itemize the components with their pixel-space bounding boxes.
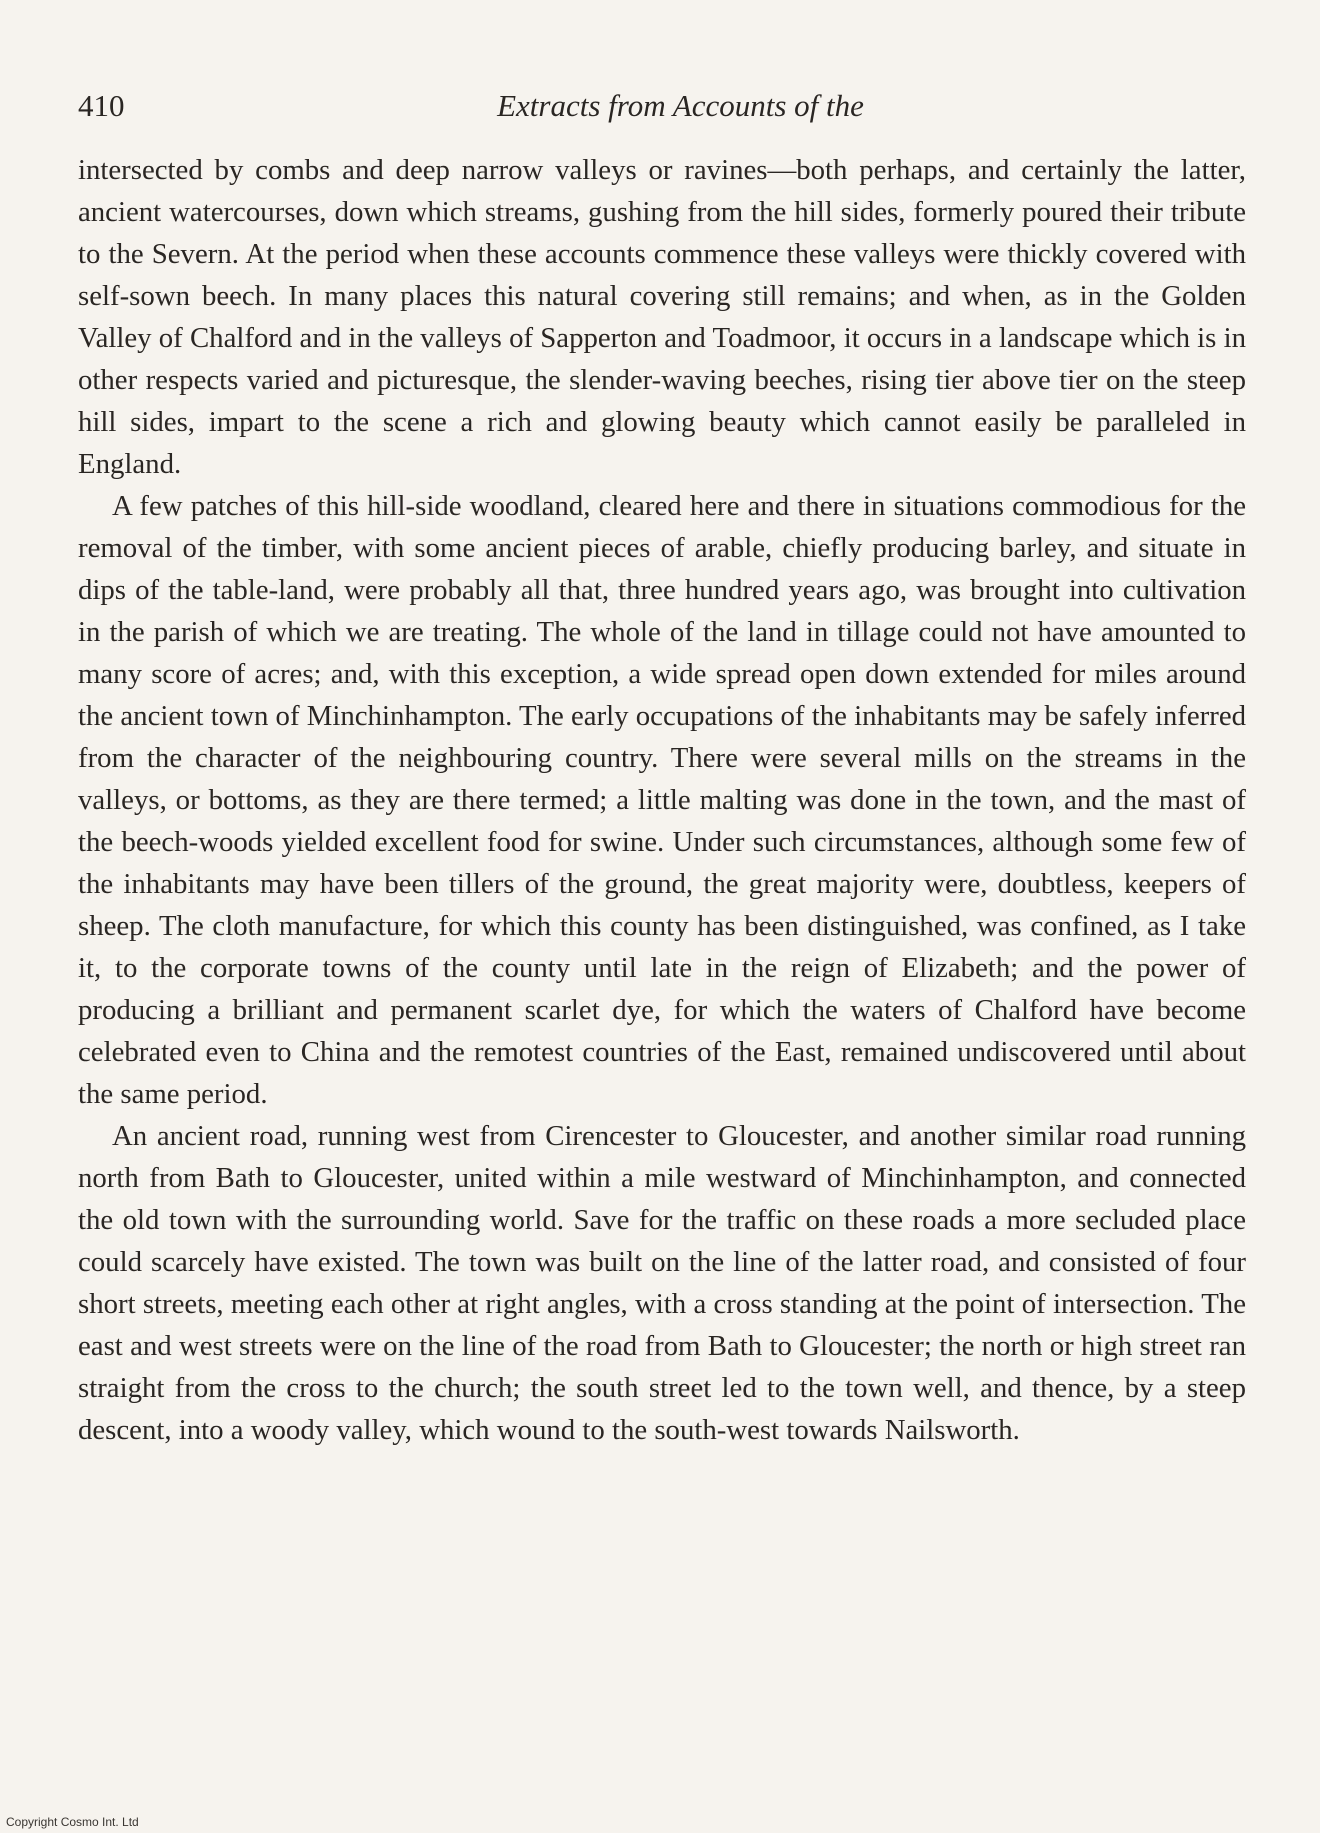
body-text [78,149,1246,1451]
paragraph-continued: intersected by combs and deep narrow valleys or ravines—both perhaps, and certainly the latter, ancient watercourses, down which streams, gushing from the hill sides, formerly poured their tribute to the Severn. At the period when these accounts commence these valleys were thickly covered with self-sown beech. In many places this natural covering still remains; and when, as in the Golden Valley of Chalford and in the valleys of Sapperton and Toadmoor, it occurs in a landscape which is in other respects varied and picturesque, the slender-waving beeches, rising tier above tier on the steep hill sides, impart to the scene a rich and glowing beauty which cannot easily be paralleled in England. [78,154,1246,480]
copyright-notice: Copyright Cosmo Int. Ltd [6,1815,139,1829]
page-header [78,84,1243,128]
paragraph-ancient-road: An ancient road, running west from Cirencester to Gloucester, and another similar road running north from Bath to Gloucester, united within a mile westward of Minchinhampton, and connected the old town with the surrounding world. Save for the traffic on these roads a more secluded place could scarcely have existed. The town was built on the line of the latter road, and consisted of four short streets, meeting each other at right angles, with a cross standing at the point of intersection. The east and west streets were on the line of the road from Bath to Gloucester; the north or high street ran straight from the cross to the church; the south street led to the town well, and thence, by a steep descent, into a woody valley, which wound to the south-west towards Nailsworth. [78,1120,1246,1446]
running-title: Extracts from Accounts of the [497,88,864,123]
page-number: 410 [78,88,125,123]
paragraph-woodland: A few patches of this hill-side woodland, cleared here and there in situations commodious for the removal of the timber, with some ancient pieces of arable, chiefly producing barley, and situate in dips of the table-land, were probably all that, three hundred years ago, was brought into cultivation in the parish of which we are treating. The whole of the land in tillage could not have amounted to many score of acres; and, with this exception, a wide spread open down extended for miles around the ancient town of Minchinhampton. The early occupations of the inhabitants may be safely inferred from the character of the neighbouring country. There were several mills on the streams in the valleys, or bottoms, as they are there termed; a little malting was done in the town, and the mast of the beech-woods yielded excellent food for swine. Under such circumstances, although some few of the inhabitants may have been tillers of the ground, the great majority were, doubtless, keepers of sheep. The cloth manufacture, for which this county has been distinguished, was confined, as I take it, to the corporate towns of the county until late in the reign of Elizabeth; and the power of producing a brilliant and permanent scarlet dye, for which the waters of Chalford have become celebrated even to China and the remotest countries of the East, remained undiscovered until about the same period. [78,490,1246,1110]
